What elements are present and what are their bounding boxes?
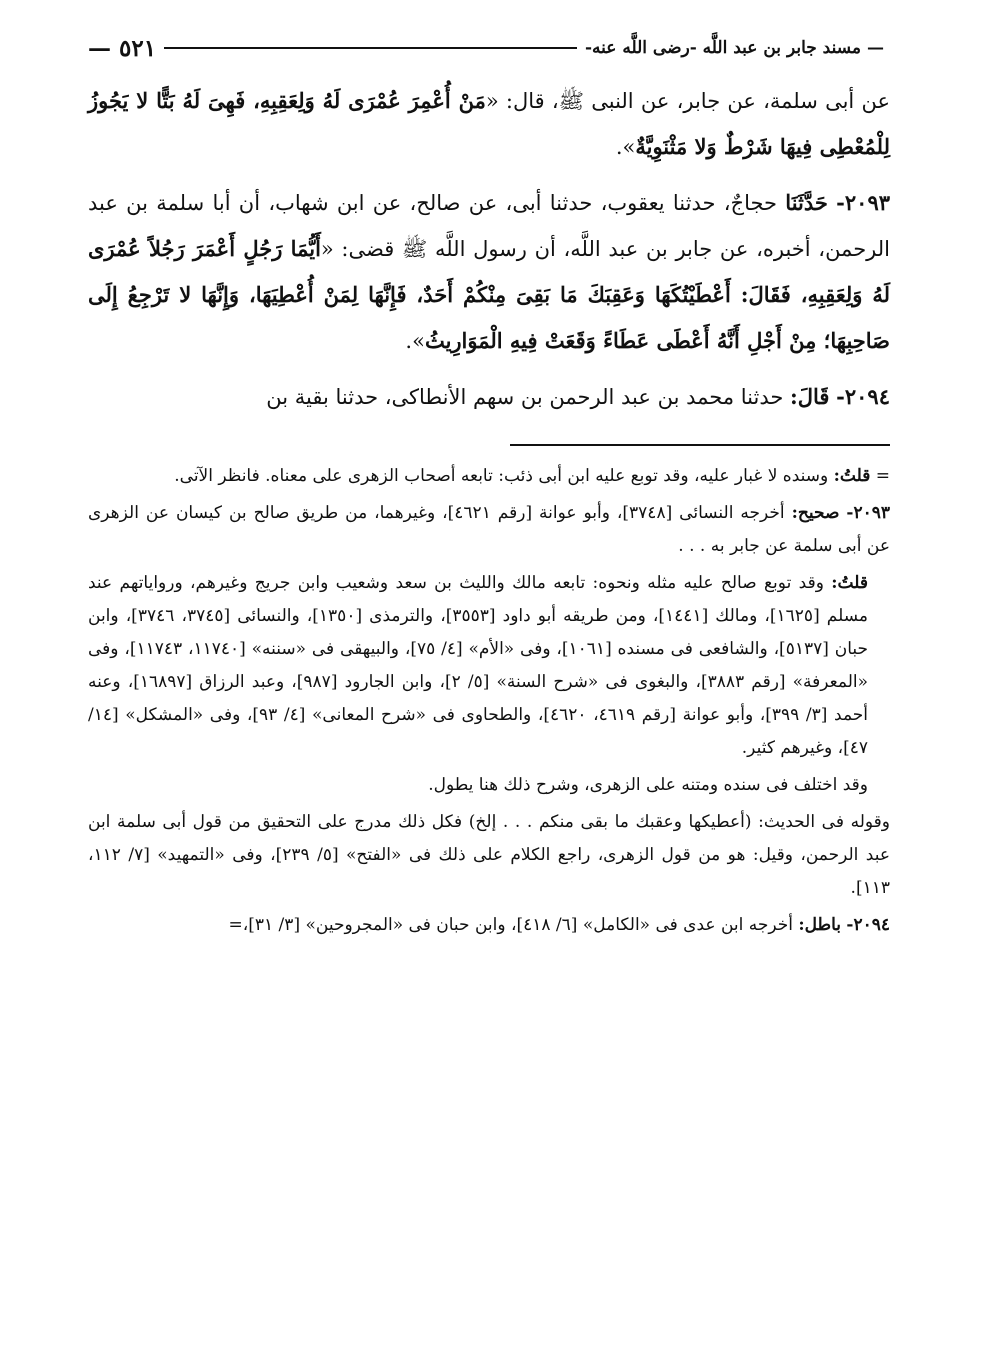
header-rule <box>164 47 577 49</box>
quote-close: ». <box>405 329 425 353</box>
note-grade: باطل: <box>798 915 841 935</box>
note-text: وقد اختلف فى سنده ومتنه على الزهرى، وشرح ذلك هنا يطول. <box>428 775 868 795</box>
note-number: ٢٠٩٣- <box>846 503 890 523</box>
footnote-comment <box>88 806 890 905</box>
note-number: ٢٠٩٤- <box>846 915 890 935</box>
note-text: وقوله فى الحديث: (أعطيكها وعقبك ما بقى منكم . . . إلخ) فكل ذلك مدرج على التحقيق من قول أبى سلمة ابن عبد الرحمن، وقيل: هو من قول الزهرى، راجع الكلام على ذلك فى «الفتح» [٥/ ٢٣٩]، وفى «التمهيد» [٧/ ١١٢، ١١٣]. <box>88 812 890 898</box>
note-text: وسنده لا غبار عليه، وقد توبع عليه ابن أبى ذئب: تابعه أصحاب الزهرى على معناه. فانظر الآتى. <box>174 466 829 486</box>
hadith-text: أَيُّمَا رَجُلٍ أَعْمَرَ رَجُلاً عُمْرَى لَهُ وَلِعَقِبِهِ، فَقَالَ: أَعْطَيْتُكَهَا وَعَقِبَكَ مَا بَقِىَ مِنْكُمْ أَحَدٌ، فَإِنَّهَا لِمَنْ أُعْطِيَهَا، وَإِنَّهَا لا تَرْجِعُ إِلَى صَاحِبِهَا؛ مِنْ أَجْلِ أَنَّهُ أَعْطَى عَطَاءً وَقَعَتْ فِيهِ الْمَوَارِيثُ <box>88 236 890 353</box>
paragraph-continuation <box>88 78 890 170</box>
note-text: وقد توبع صالح عليه مثله ونحوه: تابعه مالك والليث بن سعد وشعيب وابن جريج وغيرهم، ورواياتهم عند مسلم [١٦٢٥]، ومالك [١٤٤١]، ومن طريقه أبو داود [٣٥٥٣]، والترمذى [١٣٥٠]، والنسائى [٣٧٤٥، ٣٧٤٦]، وابن حبان [٥١٣٧]، والشافعى فى مسنده [١٠٦١]، وفى «الأم» [٤/ ٧٥]، والبيهقى فى «سننه» [١١٧٤٠، ١١٧٤٣]، وفى «المعرفة» [رقم ٣٨٨٣]، والبغوى فى «شرح السنة» [٥/ ٢]، وابن الجارود [٩٨٧]، وعبد الرزاق [١٦٨٩٧]، وعنه أحمد [٣/ ٣٩٩]، وأبو عوانة [رقم ٤٦١٩، ٤٦٢٠]، والطحاوى فى «شرح المعانى» [٤/ ٩٣]، وفى «المشكل» [١٤/ ٤٧]، وغيرهم كثير. <box>88 573 869 758</box>
note-grade: صحيح: <box>791 503 840 523</box>
footnote-separator <box>510 444 890 446</box>
hadith-text: مَنْ أُعْمِرَ عُمْرَى لَهُ وَلِعَقِبِهِ، فَهِىَ لَهُ بَتًّا لا يَجُوزُ لِلْمُعْطِى فِيهَا شَرْطٌ وَلا مَثْنَوِيَّةٌ <box>88 88 890 159</box>
running-header <box>88 28 890 68</box>
hadith-lead: قَالَ: <box>790 384 830 409</box>
isnad-text: عن أبى سلمة، عن جابر، عن النبى ﷺ، قال: « <box>485 89 890 113</box>
continuation-mark: = <box>228 915 243 935</box>
footnote-2094 <box>88 909 890 942</box>
note-text: أخرجه النسائى [٣٧٤٨]، وأبو عوانة [رقم ٤٦٢١]، وغيرهما، من طريق صالح بن كيسان عن الزهرى عن أبى سلمة عن جابر به . . . <box>88 503 890 556</box>
footnote-comment <box>88 769 890 802</box>
footnote-continued <box>88 460 890 493</box>
footnote-2093 <box>88 497 890 563</box>
page-number: ٥٢١ — <box>88 34 157 62</box>
running-title: مسند جابر بن عبد اللَّه -رضى اللَّه عنه- <box>584 38 861 58</box>
hadith-2094 <box>88 374 890 420</box>
footnotes <box>88 460 890 942</box>
note-text: أخرجه ابن عدى فى «الكامل» [٦/ ٤١٨]، وابن حبان فى «المجروحين» [٣/ ٣١]، <box>242 915 793 935</box>
hadith-lead: حَدَّثَنَا <box>785 190 828 215</box>
hadith-number: ٢٠٩٣- <box>836 190 891 215</box>
note-label: قلتُ: <box>831 573 869 593</box>
main-text <box>88 78 890 420</box>
header-dash: — <box>867 38 884 58</box>
hadith-2093 <box>88 180 890 364</box>
continuation-mark: = <box>875 466 890 486</box>
quote-close: ». <box>615 135 636 159</box>
isnad-text: حدثنا محمد بن عبد الرحمن بن سهم الأنطاكى، حدثنا بقية بن <box>266 385 784 409</box>
hadith-number: ٢٠٩٤- <box>836 384 890 409</box>
footnote-comment <box>88 567 890 765</box>
isnad-text: حجاجٌ، حدثنا يعقوب، حدثنا أبى، عن صالح، عن ابن شهاب، أن أبا سلمة بن عبد الرحمن، أخبره، عن جابر بن عبد اللَّه، أن رسول اللَّه ﷺ قضى: « <box>88 191 890 261</box>
note-label: قلتُ: <box>833 466 871 486</box>
